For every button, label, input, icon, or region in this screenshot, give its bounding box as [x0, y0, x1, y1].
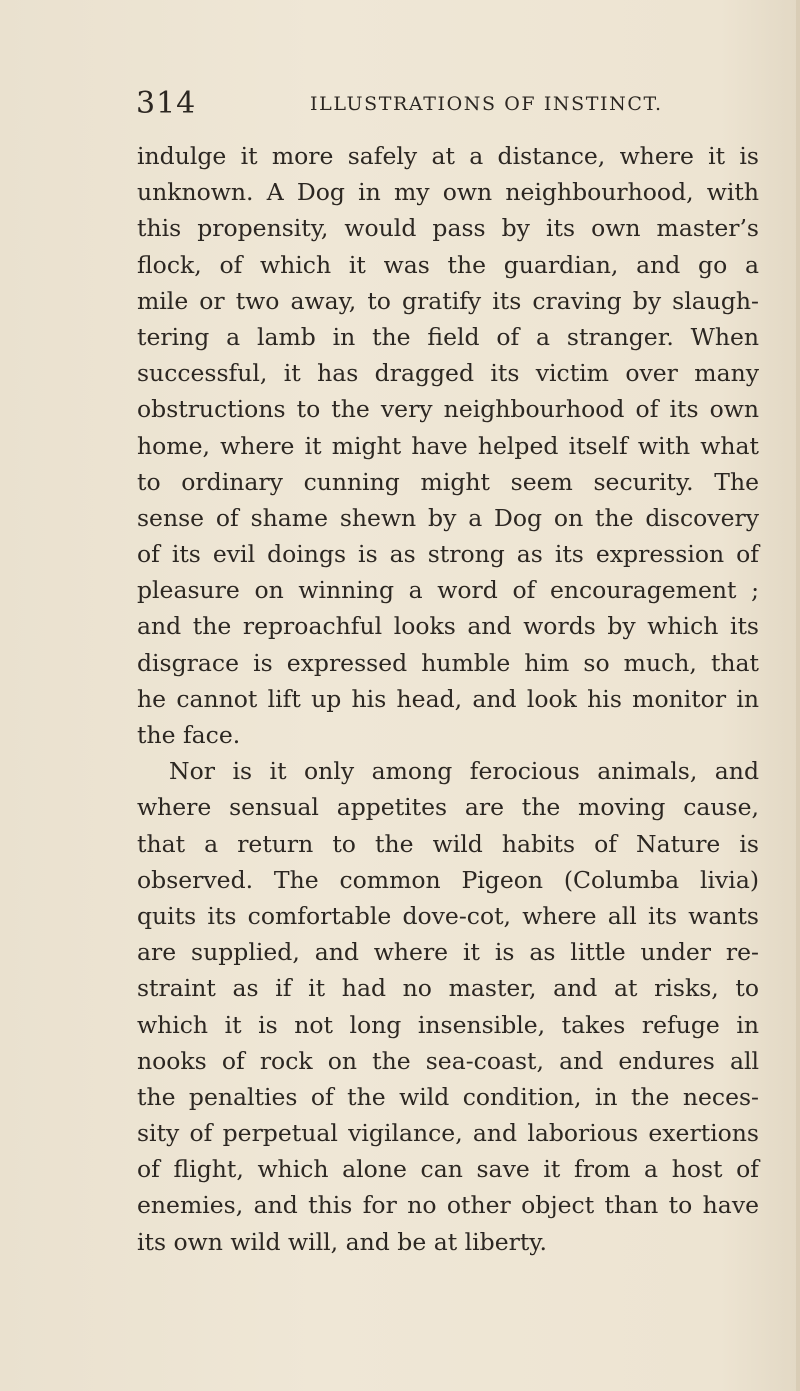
- text-line: sense of shame shewn by a Dog on the discovery: [137, 503, 759, 532]
- paragraph-1: [137, 138, 759, 753]
- text-line: tering a lamb in the field of a stranger. When: [137, 322, 759, 351]
- paragraph-2: [137, 753, 759, 1260]
- text-line: Nor is it only among ferocious animals, and: [169, 757, 759, 786]
- text-line: which it is not long insensible, takes refuge in: [137, 1010, 759, 1039]
- text-line: home, where it might have helped itself with what: [137, 431, 759, 460]
- text-line: this propensity, would pass by its own master’s: [137, 214, 759, 243]
- text-line: enemies, and this for no other object than to have: [137, 1191, 759, 1220]
- text-line: of its evil doings is as strong as its expression of: [137, 540, 759, 569]
- text-line: flock, of which it was the guardian, and go a: [137, 250, 759, 279]
- page-edge: [796, 0, 800, 1391]
- page-header: [136, 84, 756, 124]
- text-line: its own wild will, and be at liberty.: [137, 1227, 547, 1256]
- text-line: he cannot lift up his head, and look his monitor in: [137, 684, 759, 713]
- text-line: to ordinary cunning might seem security. The: [137, 467, 759, 496]
- text-line: unknown. A Dog in my own neighbourhood, with: [137, 178, 759, 207]
- text-line: successful, it has dragged its victim over many: [137, 359, 759, 388]
- text-line: where sensual appetites are the moving cause,: [137, 793, 759, 822]
- text-line: indulge it more safely at a distance, where it is: [137, 142, 759, 170]
- text-line: and the reproachful looks and words by which its: [137, 612, 759, 641]
- text-line: that a return to the wild habits of Nature is: [137, 829, 759, 858]
- text-line: the face.: [137, 721, 241, 749]
- text-line: pleasure on winning a word of encouragement ;: [137, 576, 759, 605]
- text-line: are supplied, and where it is as little under re-: [137, 938, 759, 967]
- text-line: nooks of rock on the sea-coast, and endures all: [137, 1046, 759, 1075]
- page-number: 314: [136, 86, 197, 121]
- text-line: quits its comfortable dove-cot, where all its wants: [137, 901, 759, 930]
- text-line: of flight, which alone can save it from a host of: [137, 1155, 759, 1184]
- text-line: mile or two away, to gratify its craving by slaugh-: [137, 286, 759, 315]
- text-line: straint as if it had no master, and at risks, to: [137, 974, 759, 1003]
- running-head: ILLUSTRATIONS OF INSTINCT.: [310, 93, 663, 115]
- text-line: disgrace is expressed humble him so much, that: [137, 648, 759, 677]
- text-line: observed. The common Pigeon (Columba livia): [137, 865, 759, 894]
- body-text: [137, 138, 759, 1260]
- text-line: the penalties of the wild condition, in the neces-: [137, 1082, 759, 1111]
- text-line: sity of perpetual vigilance, and laborious exertions: [137, 1119, 759, 1148]
- text-line: obstructions to the very neighbourhood of its own: [137, 395, 759, 424]
